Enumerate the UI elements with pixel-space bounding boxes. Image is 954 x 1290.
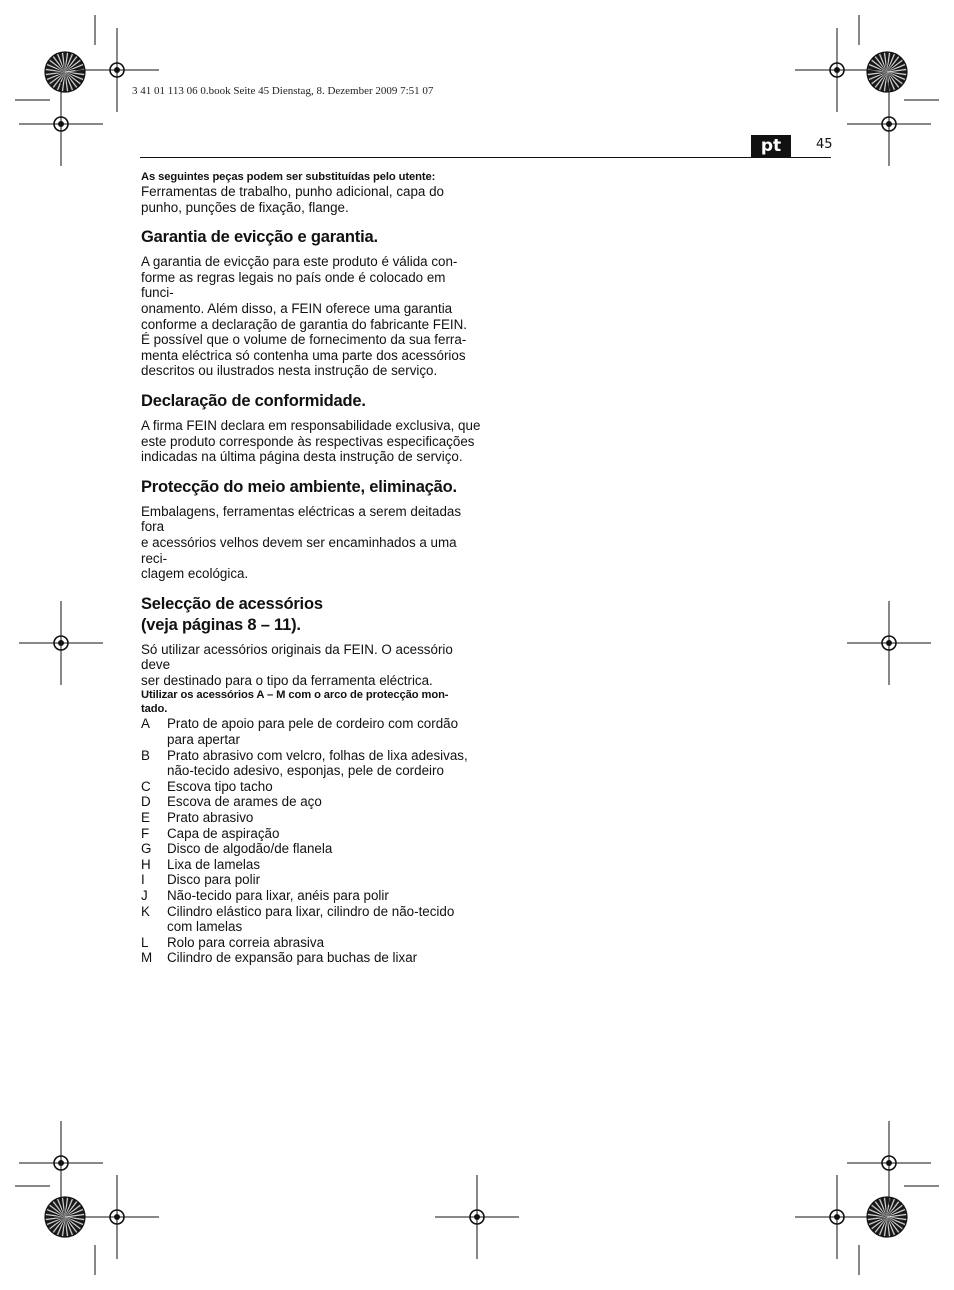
section-title: Protecção do meio ambiente, eliminação. — [141, 477, 457, 496]
accessory-item — [141, 826, 481, 842]
section-accessories — [141, 594, 481, 966]
accessory-description: Rolo para correia abrasiva — [167, 934, 325, 950]
accessory-item — [141, 716, 481, 747]
accessory-description: Cilindro elástico para lixar, cilindro de não-tecido com lamelas — [167, 903, 455, 935]
section-body: Embalagens, ferramentas eléctricas a serem deitadas fora e acessórios velhos devem ser encaminhados a uma reci- clagem ecológica. — [141, 503, 462, 582]
registration-target-dot — [834, 67, 840, 73]
accessory-item — [141, 904, 481, 935]
accessory-item — [141, 935, 481, 951]
accessory-letter: M — [141, 950, 153, 966]
accessory-description: Lixa de lamelas — [167, 856, 261, 872]
accessory-description: Disco de algodão/de flanela — [167, 841, 333, 857]
accessory-description: Escova tipo tacho — [167, 778, 273, 794]
registration-target-dot — [834, 1214, 840, 1220]
accessory-description: Capa de aspiração — [167, 825, 280, 841]
accessory-item — [141, 950, 481, 966]
accessory-list — [141, 716, 481, 966]
accessory-item — [141, 857, 481, 873]
accessory-letter: C — [141, 778, 151, 794]
page-number: 45 — [816, 137, 833, 152]
section-conformity — [141, 391, 481, 465]
accessory-letter: K — [141, 903, 150, 919]
section-title: Selecção de acessórios (veja páginas 8 – 11). — [141, 594, 323, 634]
accessory-letter: J — [141, 888, 148, 903]
accessory-letter: E — [141, 810, 150, 826]
print-file-info: 3 41 01 113 06 0.book Seite 45 Dienstag, 8. Dezember 2009 7:51 07 — [132, 85, 434, 97]
accessory-description: Prato abrasivo com velcro, folhas de lixa adesivas, não-tecido adesivo, esponjas, pele de cordeiro — [167, 747, 468, 779]
accessory-item — [141, 794, 481, 810]
accessories-note: Utilizar os acessórios A – M com o arco de protecção mon- tado. — [141, 689, 449, 716]
section-body: Só utilizar acessórios originais da FEIN. O acessório deve ser destinado para o tipo da ferramenta eléctrica. — [141, 641, 453, 688]
section-warranty — [141, 227, 481, 379]
registration-target-dot — [886, 121, 892, 127]
accessory-description: Prato abrasivo — [167, 810, 254, 826]
replaceable-parts-heading: As seguintes peças podem ser substituídas pelo utente: — [141, 171, 436, 183]
section-body: A firma FEIN declara em responsabilidade exclusiva, que este produto corresponde às respectivas especificações indicadas na última página desta instrução de serviço. — [141, 417, 481, 465]
accessory-item — [141, 810, 481, 826]
accessory-item — [141, 872, 481, 888]
accessory-letter: L — [141, 934, 149, 950]
registration-target-dot — [58, 640, 64, 646]
accessory-description: Prato de apoio para pele de cordeiro com cordão para apertar — [167, 716, 459, 748]
header-rule — [140, 157, 831, 158]
section-environment — [141, 477, 481, 582]
accessory-letter: G — [141, 841, 152, 857]
registration-target-dot — [474, 1214, 480, 1220]
accessory-description: Disco para polir — [167, 872, 261, 888]
accessory-letter: H — [141, 856, 151, 872]
language-badge: pt — [751, 135, 791, 157]
accessory-item — [141, 748, 481, 779]
accessory-description: Cilindro de expansão para buchas de lixar — [167, 950, 418, 966]
accessory-letter: F — [141, 825, 150, 841]
registration-target-dot — [114, 67, 120, 73]
registration-target-dot — [114, 1214, 120, 1220]
accessory-item — [141, 888, 481, 904]
registration-target-dot — [886, 640, 892, 646]
accessory-item — [141, 841, 481, 857]
registration-target-dot — [58, 121, 64, 127]
accessory-description: Não-tecido para lixar, anéis para polir — [167, 888, 389, 903]
accessory-letter: B — [141, 747, 150, 763]
accessory-description: Escova de arames de aço — [167, 794, 322, 810]
replaceable-parts — [141, 170, 481, 215]
section-title: Declaração de conformidade. — [141, 391, 366, 410]
registration-target-dot — [58, 1160, 64, 1166]
registration-target-dot — [886, 1160, 892, 1166]
accessory-letter: D — [141, 794, 151, 810]
accessory-item — [141, 779, 481, 795]
replaceable-parts-text: Ferramentas de trabalho, punho adicional, capa do punho, punções de fixação, flange. — [141, 184, 444, 215]
section-body: A garantia de evicção para este produto é válida con- forme as regras legais no país onde é colocado em funci- onamento. Além disso, a FEIN oferece uma garantia conforme a declaração de garantia do fabricante FEIN. É possível que o volume de fornecimento da sua ferra- menta eléctrica só contenha uma parte dos acessórios descritos ou ilustrados nesta instrução de serviço. — [141, 254, 468, 379]
accessory-letter: I — [141, 872, 145, 888]
page-content — [141, 170, 481, 966]
section-title: Garantia de evicção e garantia. — [141, 228, 378, 247]
accessory-letter: A — [141, 716, 150, 732]
